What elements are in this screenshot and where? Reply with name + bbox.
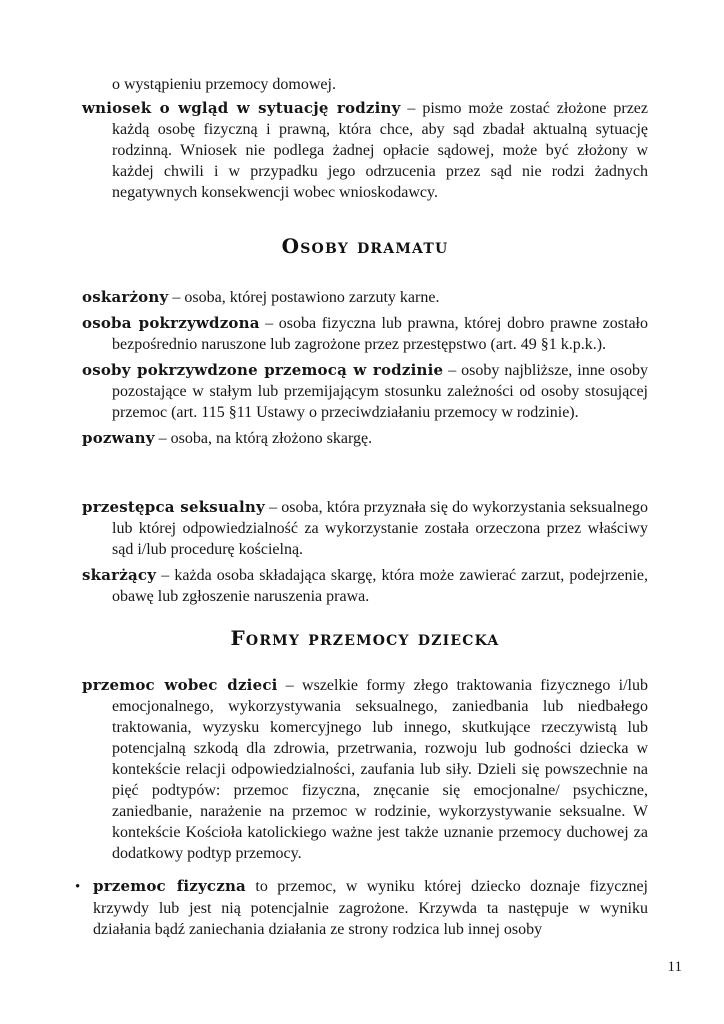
- definition-wniosek: [82, 98, 648, 203]
- definition-osoba-pokrzywdzona: [82, 313, 648, 355]
- page-number: 11: [667, 959, 682, 975]
- definition-text: – wszelkie formy złego traktowania fizycznego i/lub emocjonalnego, wykorzystywania seksualnego, zaniedbania lub niedbałego traktowania, wyzysku komercyjnego lub innego, skutkujące rzeczywistą lub potencjalną szkodą dla zdrowia, przetrwania, rozwoju lub godności dziecka w kontekście relacji odpowiedzialności, zaufania lub siły. Dzieli się powszechnie na pięć podtypów: przemoc fizyczna, znęcanie się emocjonalne/ psychiczne, zaniedbanie, narażenie na przemoc w rodzinie, wykorzystywanie seksualne. W kontekście Kościoła katolickiego ważne jest także uznanie przemocy duchowej za dodatkowy podtyp przemocy.: [112, 677, 649, 862]
- section-heading-formy-przemocy: Formy przemocy dziecka: [230, 626, 500, 650]
- definition-przemoc-wobec-dzieci: [82, 675, 648, 864]
- definition-oskarzony: [82, 287, 648, 308]
- definition-term: osoby pokrzywdzone przemocą w rodzinie: [82, 361, 444, 379]
- definition-term: osoba pokrzywdzona: [82, 314, 260, 332]
- definition-text: – osoby najbliższe, inne osoby pozostające w stałym lub przemijającym stosunku zależności od osoby stosującej przemoc (art. 115 §11 Ustawy o przeciwdziałaniu przemocy w rodzinie).: [112, 362, 648, 421]
- definition-text: – osoba fizyczna lub prawna, której dobro prawne zostało bezpośrednio naruszone lub zagrożone przez przestępstwo (art. 49 §1 k.p.k.).: [112, 315, 648, 353]
- definition-text: – każda osoba składająca skargę, która może zawierać zarzut, podejrzenie, obawę lub zgłoszenie naruszenia prawa.: [112, 567, 648, 605]
- list-item-przemoc-fizyczna: [75, 876, 648, 940]
- definition-term: skarżący: [82, 566, 157, 584]
- definition-pozwany: [82, 428, 648, 449]
- definition-text: – osoba, której postawiono zarzuty karne.: [168, 289, 440, 306]
- definition-term: przemoc fizyczna: [93, 877, 246, 895]
- definition-term: oskarżony: [82, 288, 169, 306]
- definition-term: przestępca seksualny: [82, 498, 265, 516]
- definition-text: – pismo może zostać złożone przez każdą osobę fizyczną i prawną, która chce, aby sąd zbadał aktualną sytuację rodzinną. Wniosek nie podlega żadnej opłacie sądowej, może być złożony w każdej chwili i w przypadku jego odrzucenia przez sąd nie rodzi żadnych negatywnych konsekwencji wobec wnioskodawcy.: [112, 100, 649, 201]
- definition-text: – osoba, na którą złożono skargę.: [154, 430, 373, 447]
- definition-przestepca-seksualny: [82, 497, 648, 560]
- definition-term: przemoc wobec dzieci: [82, 676, 278, 694]
- definition-text: to przemoc, w wyniku której dziecko doznaje fizycznej krzywdy lub jest nią potencjalnie zagrożone. Krzywda ta następuje w wyniku działania bądź zaniechania działania ze strony rodzica lub innej osoby: [93, 878, 648, 938]
- section-heading-osoby-dramatu: Osoby dramatu: [281, 234, 449, 258]
- definition-term: wniosek o wgląd w sytuację rodziny: [82, 99, 401, 117]
- definition-text: – osoba, która przyznała się do wykorzystania seksualnego lub której odpowiedzialność za wykorzystanie została orzeczona przez właściwy sąd i/lub procedurę kościelną.: [112, 499, 648, 558]
- bullet-icon: •: [75, 879, 81, 895]
- definition-osoby-pokrzywdzone-przemoca: [82, 360, 648, 423]
- definition-term: pozwany: [82, 429, 155, 447]
- paragraph-continuation: o wystąpieniu przemocy domowej.: [112, 76, 336, 93]
- definition-skarzacy: [82, 565, 648, 607]
